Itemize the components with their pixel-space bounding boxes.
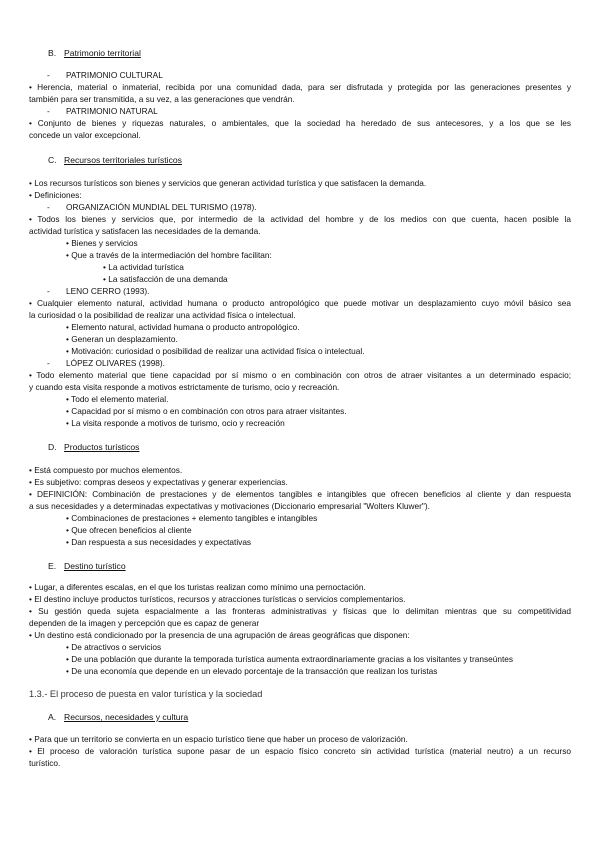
subheading-lopez-olivares: LÓPEZ OLIVARES (1998). — [66, 358, 165, 368]
section-title-a: Recursos, necesidades y cultura — [64, 712, 189, 722]
paragraph-line: la curiosidad o la posibilidad de realizar una actividad física o intelectual. — [29, 310, 296, 320]
section-letter-c: C. — [48, 155, 57, 165]
paragraph-line: también para ser transmitida, a su vez, a las generaciones que vendrán. — [29, 94, 295, 104]
bullet-line: • Es subjetivo: compras deseos y expectativas y generar experiencias. — [29, 477, 288, 487]
dash-bullet: - — [47, 286, 50, 296]
bullet-line: • Los recursos turísticos son bienes y servicios que generan actividad turística y que satisfacen la demanda. — [29, 178, 427, 188]
section-letter-b: B. — [48, 48, 57, 58]
sub-bullet: • Que ofrecen beneficios al cliente — [66, 525, 192, 535]
section-letter-d: D. — [48, 442, 57, 452]
sub-bullet: • Que a través de la intermediación del hombre facilitan: — [66, 250, 272, 260]
bullet-line: • Para que un territorio se convierta en un espacio turístico tiene que haber un proceso de valorización. — [29, 734, 408, 744]
sub-bullet: • Bienes y servicios — [66, 238, 138, 248]
sub-bullet: • La visita responde a motivos de turismo, ocio y recreación — [66, 418, 285, 428]
section-letter-e: E. — [48, 561, 57, 571]
paragraph-line: dependen de la imagen y percepción que es capaz de generar — [29, 618, 260, 628]
bullet-line: • Definiciones: — [29, 190, 82, 200]
sub-bullet: • Combinaciones de prestaciones + elemento tangibles e intangibles — [66, 513, 318, 523]
section-letter-a: A. — [48, 712, 57, 722]
sub-sub-bullet: • La actividad turística — [103, 262, 184, 272]
sub-bullet: • Motivación: curiosidad o posibilidad de realizar una actividad física o intelectual. — [66, 346, 365, 356]
paragraph-line: turístico. — [29, 758, 61, 768]
section-title-b: Patrimonio territorial — [64, 48, 141, 58]
sub-bullet: • De atractivos o servicios — [66, 642, 162, 652]
section-title-c: Recursos territoriales turísticos — [64, 155, 182, 165]
sub-bullet: • De una población que durante la temporada turística aumenta extraordinariamente gracias a los visitantes y transeúntes — [66, 654, 514, 664]
paragraph-line: concede un valor excepcional. — [29, 130, 141, 140]
paragraph-line: • Su gestión queda sujeta espacialmente a las fronteras administrativas y físicas que lo delimitan mientras que su competitividad — [29, 606, 571, 616]
paragraph-line: • Herencia, material o inmaterial, recibida por una comunidad dada, para ser disfrutada y protegida por las generaciones presentes y — [29, 82, 571, 92]
bullet-line: • Está compuesto por muchos elementos. — [29, 465, 183, 475]
sub-bullet: • Todo el elemento material. — [66, 394, 169, 404]
sub-bullet: • Dan respuesta a sus necesidades y expectativas — [66, 537, 252, 547]
bullet-line: • Un destino está condicionado por la presencia de una agrupación de áreas geográficas que disponen: — [29, 630, 410, 640]
sub-bullet: • Generan un desplazamiento. — [66, 334, 178, 344]
paragraph-line: • DEFINICIÓN: Combinación de prestaciones y de elementos tangibles e intangibles que ofrecen beneficios al cliente y dan respuesta — [29, 489, 571, 499]
chapter-heading-1-3: 1.3.- El proceso de puesta en valor turística y la sociedad — [29, 689, 263, 699]
sub-bullet: • Elemento natural, actividad humana o producto antropológico. — [66, 322, 300, 332]
sub-bullet: • Capacidad por sí mismo o en combinación con otros para atraer visitantes. — [66, 406, 347, 416]
paragraph-line: • El proceso de valoración turística supone pasar de un espacio físico concreto sin actividad turística (material neutro) a un recurso — [29, 746, 571, 756]
section-title-e: Destino turístico — [64, 561, 126, 571]
dash-bullet: - — [47, 202, 50, 212]
paragraph-line: y cuando esta visita responde a motivos estrictamente de turismo, ocio y recreación. — [29, 382, 340, 392]
bullet-line: • Lugar, a diferentes escalas, en el que los turistas realizan como mínimo una pernoctación. — [29, 582, 366, 592]
paragraph-line: • Todos los bienes y servicios que, por intermedio de la actividad del hombre y de los medios con que cuenta, hacen posible la — [29, 214, 571, 224]
paragraph-line: a sus necesidades y a determinadas expectativas y motivaciones (Diccionario empresarial "Wolters Kluwer"). — [29, 501, 430, 511]
dash-bullet: - — [47, 106, 50, 116]
subheading-patrimonio-natural: PATRIMONIO NATURAL — [66, 106, 158, 116]
section-title-d: Productos turísticos — [64, 442, 140, 452]
paragraph-line: • Conjunto de bienes y riquezas naturales, o ambientales, que la sociedad ha heredado de sus antecesores, y a los que se les — [29, 118, 571, 128]
paragraph-line: • Todo elemento material que tiene capacidad por sí mismo o en combinación con otros de atraer visitantes a un determinado espacio; — [29, 370, 571, 380]
sub-bullet: • De una economía que depende en un elevado porcentaje de la transacción que realizan los turistas — [66, 666, 438, 676]
subheading-patrimonio-cultural: PATRIMONIO CULTURAL — [66, 70, 163, 80]
paragraph-line: • Cualquier elemento natural, actividad humana o producto antropológico que puede motivar un desplazamiento cuyo móvil básico sea — [29, 298, 571, 308]
dash-bullet: - — [47, 70, 50, 80]
subheading-oms: ORGANIZACIÓN MUNDIAL DEL TURISMO (1978). — [66, 202, 257, 212]
dash-bullet: - — [47, 358, 50, 368]
paragraph-line: actividad turística y satisfacen las necesidades de la demanda. — [29, 226, 261, 236]
sub-sub-bullet: • La satisfacción de una demanda — [103, 274, 228, 284]
subheading-leno-cerro: LENO CERRO (1993). — [66, 286, 150, 296]
bullet-line: • El destino incluye productos turísticos, recursos y atracciones turísticas o servicios complementarios. — [29, 594, 406, 604]
